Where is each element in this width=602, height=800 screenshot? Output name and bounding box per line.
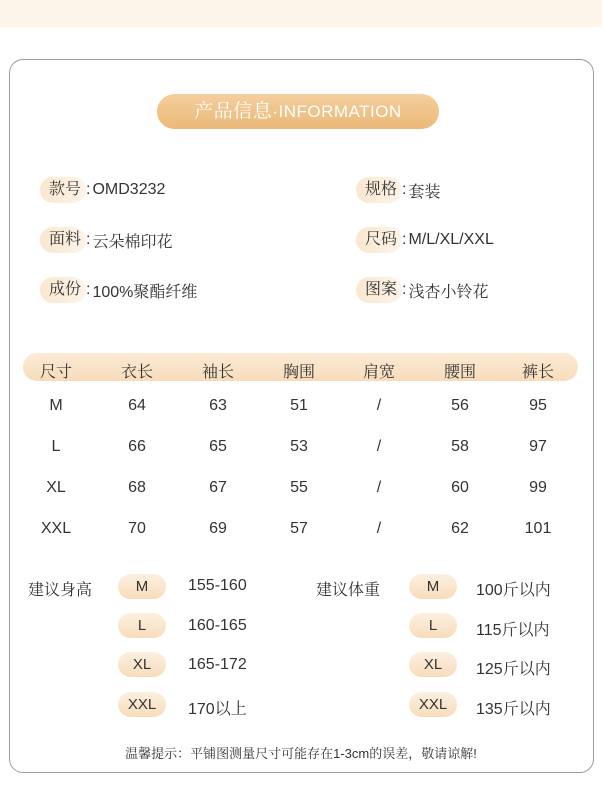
- info-item-pattern: [356, 277, 488, 303]
- height-value: 160-165: [188, 617, 247, 634]
- info-label: 成份: [40, 277, 86, 303]
- info-separator: :: [402, 281, 407, 298]
- table-cell: 95: [529, 397, 547, 414]
- table-cell: 63: [209, 397, 227, 414]
- table-cell: 51: [290, 397, 308, 414]
- table-cell: 55: [290, 479, 308, 496]
- weight-value: 100斤以内: [476, 582, 551, 599]
- title-cn: 产品信息: [194, 101, 273, 122]
- height-size-pill: L: [118, 613, 166, 638]
- info-value: 浅杏小铃花: [408, 283, 489, 301]
- info-item-style-no: [40, 177, 165, 203]
- info-item-spec: [356, 177, 440, 203]
- table-cell: /: [376, 479, 382, 496]
- info-value: 100%聚酯纤维: [92, 283, 198, 301]
- info-separator: :: [86, 281, 91, 298]
- table-cell: 64: [128, 397, 146, 414]
- table-cell: 67: [209, 479, 227, 496]
- info-separator: :: [402, 181, 407, 198]
- height-value: 170以上: [188, 701, 247, 718]
- info-label: 款号: [40, 177, 86, 203]
- height-value: 155-160: [188, 577, 247, 594]
- info-label: 面料: [40, 227, 86, 253]
- table-cell: 97: [529, 438, 547, 455]
- table-cell: 62: [451, 520, 469, 537]
- table-cell: 53: [290, 438, 308, 455]
- table-cell: 101: [524, 520, 552, 537]
- height-rec-title: 建议身高: [28, 582, 93, 599]
- table-cell: M: [49, 397, 63, 414]
- weight-size-pill: L: [409, 613, 457, 638]
- weight-size-pill: M: [409, 574, 457, 599]
- height-size-pill: XL: [118, 652, 166, 677]
- info-label: 尺码: [356, 227, 402, 253]
- info-value: M/L/XL/XXL: [408, 231, 494, 248]
- table-header-pants-length: 裤长: [521, 364, 554, 381]
- weight-value: 115斤以内: [476, 622, 550, 639]
- table-cell: 66: [128, 438, 146, 455]
- title-dot: ·: [272, 102, 279, 121]
- info-item-sizes: [356, 227, 494, 253]
- height-size-pill: XXL: [118, 692, 166, 717]
- weight-value: 125斤以内: [476, 661, 551, 678]
- table-header-waist: 腰围: [443, 364, 476, 381]
- table-cell: 57: [290, 520, 308, 537]
- weight-rec-title: 建议体重: [316, 582, 381, 599]
- table-cell: 60: [451, 479, 469, 496]
- info-value: 云朵棉印花: [92, 233, 173, 251]
- table-cell: /: [376, 520, 382, 537]
- table-cell: /: [376, 397, 382, 414]
- table-cell: 69: [209, 520, 227, 537]
- top-band: [0, 0, 602, 27]
- info-separator: :: [86, 181, 91, 198]
- table-header-size: 尺寸: [39, 364, 72, 381]
- height-value: 165-172: [188, 656, 247, 673]
- info-label: 规格: [356, 177, 402, 203]
- info-item-composition: [40, 277, 197, 303]
- info-item-fabric: [40, 227, 172, 253]
- section-title-pill: [157, 94, 439, 129]
- table-cell: 99: [529, 479, 547, 496]
- table-cell: /: [376, 438, 382, 455]
- table-cell: L: [51, 438, 61, 455]
- info-value: OMD3232: [92, 181, 166, 198]
- height-size-pill: M: [118, 574, 166, 599]
- table-header-length: 衣长: [120, 364, 153, 381]
- weight-size-pill: XL: [409, 652, 457, 677]
- measurement-note: 温馨提示：平铺图测量尺寸可能存在1-3cm的误差，敬请谅解!: [125, 746, 477, 761]
- weight-value: 135斤以内: [476, 701, 551, 718]
- table-cell: 68: [128, 479, 146, 496]
- info-value: 套装: [408, 183, 441, 201]
- table-header-sleeve: 袖长: [201, 364, 234, 381]
- info-label: 图案: [356, 277, 402, 303]
- table-header-chest: 胸围: [282, 364, 315, 381]
- table-cell: 58: [451, 438, 469, 455]
- table-header-shoulder: 肩宽: [362, 364, 395, 381]
- info-separator: :: [86, 231, 91, 248]
- weight-size-pill: XXL: [409, 692, 457, 717]
- table-cell: XXL: [40, 520, 72, 537]
- table-cell: 70: [128, 520, 146, 537]
- table-cell: XL: [46, 479, 66, 496]
- table-cell: 56: [451, 397, 469, 414]
- info-separator: :: [402, 231, 407, 248]
- title-en: INFORMATION: [278, 102, 402, 121]
- table-cell: 65: [209, 438, 227, 455]
